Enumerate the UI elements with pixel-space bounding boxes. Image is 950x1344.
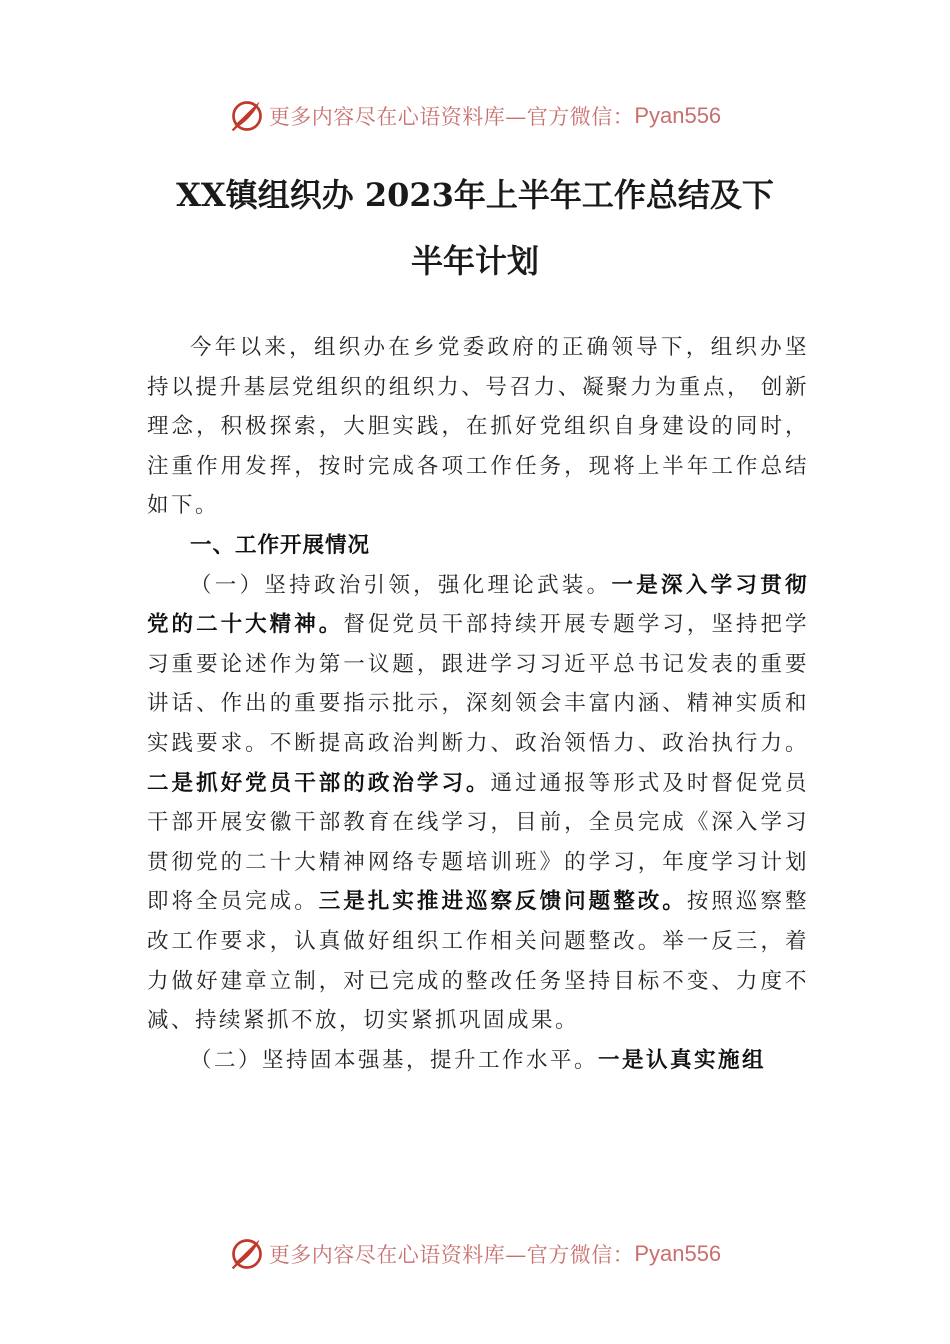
para1-text-1: 督促党员干部持续开展专题学习，坚持把学习重要论述作为第一议题，跟进学习习近平总书记发表的重要讲话、作出的重要指示批示，深刻领会丰富内涵、精神实质和实践要求。不断提高政治判断力、政治领悟力、政治执行力。 bbox=[147, 612, 809, 756]
watermark-text: 更多内容尽在心语资料库—官方微信： bbox=[268, 105, 635, 129]
intro-paragraph: 今年以来，组织办在乡党委政府的正确领导下，组织办坚持以提升基层党组织的组织力、号召力、凝聚力为重点， 创新理念，积极探索，大胆实践，在抓好党组织自身建设的同时，注重作用发挥，按时完成各项工作任务，现将上半年工作总结如下。 bbox=[147, 335, 809, 519]
para2-lead: （二）坚持固本强基，提升工作水平。 bbox=[190, 1047, 599, 1073]
para1-text-2: 通过通报等形式及时督促党员干部开展安徽干部教育在线学习，目前，全员完成《深入学习贯彻党的二十大精神网络专题培训班》的学习，年度学习计划即将全员完成。 bbox=[147, 770, 809, 915]
para1-lead: （一）坚持政治引领，强化理论武装。 bbox=[190, 572, 612, 598]
paragraph-2 bbox=[147, 1041, 809, 1081]
para2-point-1: 一是认真实施组 bbox=[598, 1047, 767, 1073]
para1-text-3: 按照巡察整改工作要求，认真做好组织工作相关问题整改。举一反三，着力做好建章立制，对已完成的整改任务坚持目标不变、力度不减、持续紧抓不放，切实紧抓巩固成果。 bbox=[147, 889, 809, 1034]
section-heading: 一、工作开展情况 bbox=[190, 532, 371, 558]
para1-point-3: 三是扎实推进巡察反馈问题整改。 bbox=[318, 889, 687, 915]
document-body bbox=[147, 328, 809, 1080]
header-watermark bbox=[0, 96, 950, 136]
quill-logo-icon bbox=[229, 98, 265, 134]
watermark-wechat-id: Pyan556 bbox=[634, 103, 722, 128]
watermark-wechat-id: Pyan556 bbox=[634, 1241, 722, 1266]
para1-point-2: 二是抓好党员干部的政治学习。 bbox=[147, 770, 491, 796]
paragraph-1 bbox=[147, 566, 809, 1041]
document-title-line-2: 半年计划 bbox=[410, 242, 539, 280]
document-title-line-1: XX镇组织办 2023年上半年工作总结及下 bbox=[176, 176, 774, 214]
quill-logo-icon bbox=[229, 1236, 265, 1272]
para1-point-1: 一是深入学习贯彻党的二十大精神。 bbox=[147, 572, 809, 638]
watermark-text: 更多内容尽在心语资料库—官方微信： bbox=[268, 1243, 635, 1267]
footer-watermark bbox=[0, 1234, 950, 1274]
